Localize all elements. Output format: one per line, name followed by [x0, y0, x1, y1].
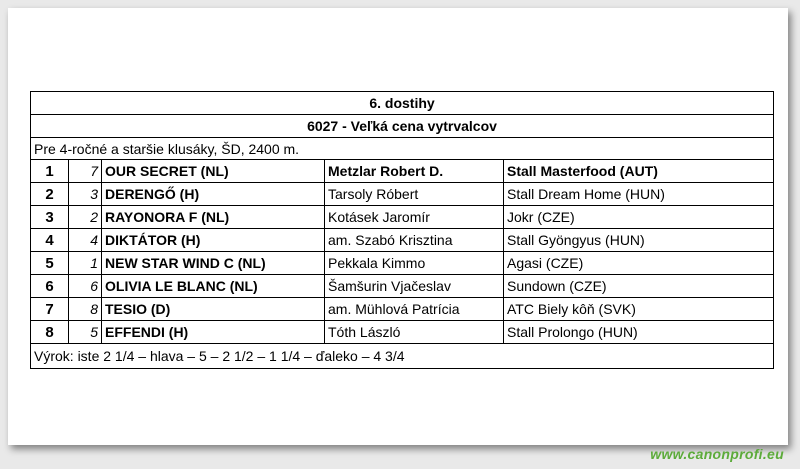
start-number: 2 — [69, 206, 102, 229]
finish-position: 7 — [31, 298, 69, 321]
result-row — [31, 275, 774, 298]
result-row — [31, 160, 774, 183]
start-number: 3 — [69, 183, 102, 206]
finish-position: 3 — [31, 206, 69, 229]
horse-name: TESIO (D) — [102, 298, 325, 321]
result-row — [31, 183, 774, 206]
race-subtitle-row — [31, 115, 774, 138]
horse-name: NEW STAR WIND C (NL) — [102, 252, 325, 275]
stable-name: ATC Biely kôň (SVK) — [504, 298, 774, 321]
horse-name: OUR SECRET (NL) — [102, 160, 325, 183]
horse-name: OLIVIA LE BLANC (NL) — [102, 275, 325, 298]
race-title-row — [31, 92, 774, 115]
finish-position: 1 — [31, 160, 69, 183]
stable-name: Jokr (CZE) — [504, 206, 774, 229]
start-number: 5 — [69, 321, 102, 344]
result-row — [31, 321, 774, 344]
finish-position: 5 — [31, 252, 69, 275]
driver-name: am. Szabó Krisztina — [325, 229, 504, 252]
driver-name: Šamšurin Vjačeslav — [325, 275, 504, 298]
horse-name: DERENGŐ (H) — [102, 183, 325, 206]
stable-name: Sundown (CZE) — [504, 275, 774, 298]
finish-position: 6 — [31, 275, 69, 298]
driver-name: Tóth László — [325, 321, 504, 344]
finish-position: 4 — [31, 229, 69, 252]
result-row — [31, 206, 774, 229]
result-row — [31, 252, 774, 275]
race-results-table — [30, 91, 774, 369]
horse-name: EFFENDI (H) — [102, 321, 325, 344]
driver-name: Tarsoly Róbert — [325, 183, 504, 206]
start-number: 4 — [69, 229, 102, 252]
driver-name: Pekkala Kimmo — [325, 252, 504, 275]
stable-name: Stall Prolongo (HUN) — [504, 321, 774, 344]
driver-name: am. Mühlová Patrícia — [325, 298, 504, 321]
stable-name: Stall Gyöngyus (HUN) — [504, 229, 774, 252]
driver-name: Metzlar Robert D. — [325, 160, 504, 183]
stable-name: Stall Dream Home (HUN) — [504, 183, 774, 206]
driver-name: Kotásek Jaromír — [325, 206, 504, 229]
start-number: 8 — [69, 298, 102, 321]
stable-name: Agasi (CZE) — [504, 252, 774, 275]
finish-position: 8 — [31, 321, 69, 344]
race-conditions: Pre 4-ročné a staršie klusáky, ŠD, 2400 m. — [31, 138, 774, 160]
finish-position: 2 — [31, 183, 69, 206]
result-row — [31, 298, 774, 321]
start-number: 1 — [69, 252, 102, 275]
start-number: 6 — [69, 275, 102, 298]
horse-name: RAYONORA F (NL) — [102, 206, 325, 229]
horse-name: DIKTÁTOR (H) — [102, 229, 325, 252]
race-subtitle: 6027 - Veľká cena vytrvalcov — [31, 115, 774, 138]
margins-row — [31, 344, 774, 369]
watermark: www.canonprofi.eu — [650, 446, 784, 462]
race-title: 6. dostihy — [31, 92, 774, 115]
race-margins: Výrok: iste 2 1/4 – hlava – 5 – 2 1/2 – 1 1/4 – ďaleko – 4 3/4 — [31, 344, 774, 369]
result-row — [31, 229, 774, 252]
race-conditions-row — [31, 138, 774, 160]
start-number: 7 — [69, 160, 102, 183]
stable-name: Stall Masterfood (AUT) — [504, 160, 774, 183]
